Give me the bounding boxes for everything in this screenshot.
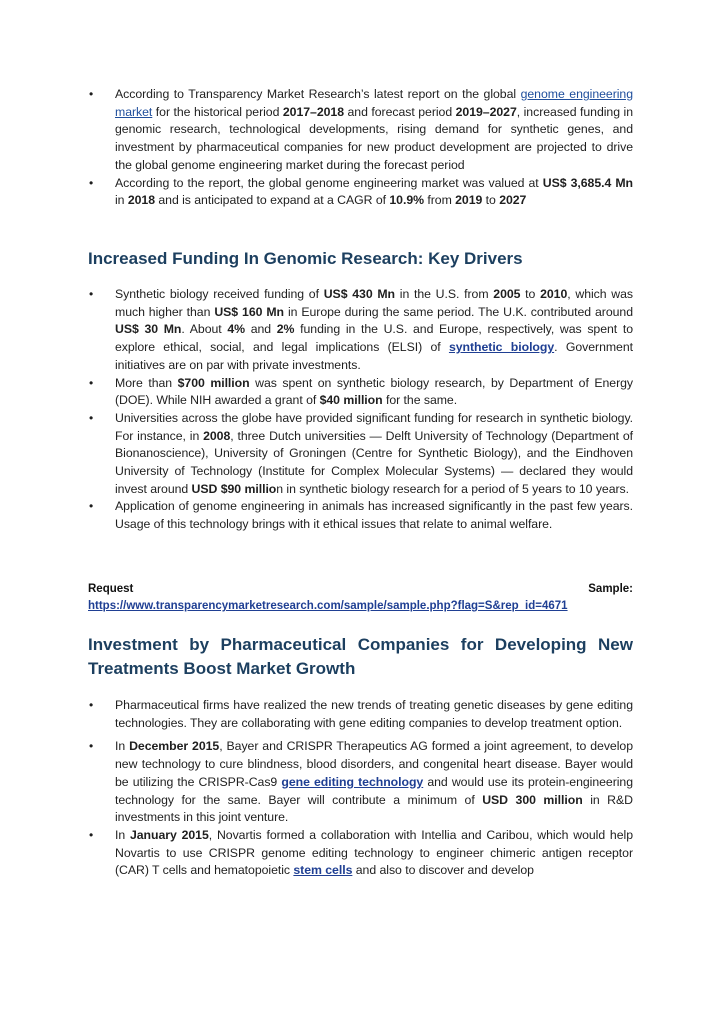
list-item: • Application of genome engineering in animals has increased significantly in the past few years. Usage of this technology brings with it ethical issues that relate to animal welfare. — [89, 499, 633, 532]
list-item: • Synthetic biology received funding of US$ 430 Mn in the U.S. from 2005 to 2010, which was much higher than US$ 160 Mn in Europe during the same period. The U.K. contributed around US$ 30 Mn. About 4% and 2% funding in the U.S. and Europe, respectively, was spent to explore ethical, social, and legal implications (ELSI) of synthetic biology. Government initiatives are on par with private investments. — [89, 287, 634, 372]
request-label: Request — [88, 583, 134, 595]
list-item: • According to the report, the global genome engineering market was valued at US$ 3,685.4 Mn in 2018 and is anticipated to expand at a CAGR of 10.9% from 2019 to 2027 — [89, 175, 633, 208]
list-item: • Universities across the globe have provided significant funding for research in synthetic biology. For instance, in 2008, three Dutch universities — Delft University of Technology (Department of Bionanoscience), University of Groningen (Centre for Synthetic Biology), and the Eindhoven University of Technology (Institute for Complex Molecular Systems) — declared they would invest around USD $90 million in synthetic biology research for a period of 5 years to 10 years. — [89, 410, 633, 496]
bullet-icon: • — [89, 87, 94, 101]
list-item: • In December 2015, Bayer and CRISPR Therapeutics AG formed a joint agreement, to develop new technology to cure blindness, blood disorders, and congenital heart disease. Bayer would be utilizing the CRISPR-Cas9 gene editing technology and would use its protein-engineering technology for the same. Bayer will contribute a minimum of USD 300 million in R&D investments in this joint venture. — [89, 739, 633, 825]
bullet-icon: • — [89, 827, 94, 842]
key-drivers-bullet-list — [0, 286, 720, 534]
list-item: • According to Transparency Market Research’s latest report on the global genome engineering market for the historical period 2017–2018 and forecast period 2019–2027, increased funding in genomic research, technological developments, rising demand for synthetic genes, and investment by pharmaceutical companies for new product development are projected to drive the global genome engineering market during the forecast period — [89, 87, 633, 172]
bullet-icon: • — [89, 175, 94, 190]
bullet-icon: • — [89, 739, 94, 754]
bullet-icon: • — [89, 499, 94, 514]
bullet-icon: • — [89, 287, 94, 301]
bullet-icon: • — [89, 375, 94, 390]
request-sample-row — [88, 583, 633, 595]
intro-bullet-list — [0, 86, 720, 210]
list-item: • In January 2015, Novartis formed a collaboration with Intellia and Caribou, which would help Novartis to use CRISPR genome editing technology to engineer chimeric antigen receptor (CAR) T cells and hematopoietic stem cells and also to discover and develop — [89, 827, 633, 878]
bullet-icon: • — [89, 410, 94, 425]
bullet-icon: • — [89, 698, 94, 712]
section-heading-pharma-investment: Investment by Pharmaceutical Companies for Developing New Treatments Boost Market Growth — [88, 635, 633, 678]
stem-cells-link[interactable]: stem cells — [293, 863, 353, 878]
section-heading-key-drivers: Increased Funding In Genomic Research: Key Drivers — [88, 249, 523, 268]
request-sample-link[interactable]: https://www.transparencymarketresearch.com/sample/sample.php?flag=S&rep_id=4671 — [88, 600, 568, 612]
pharma-bullet-list — [0, 697, 720, 880]
gene-editing-technology-link[interactable]: gene editing technology — [281, 774, 424, 789]
genome-engineering-market-link[interactable]: genome engineering market — [115, 87, 633, 119]
synthetic-biology-link[interactable]: synthetic biology — [448, 340, 555, 355]
list-item: • Pharmaceutical firms have realized the new trends of treating genetic diseases by gene editing technologies. They are collaborating with gene editing companies to develop treatment option. — [89, 698, 633, 730]
list-item: • More than $700 million was spent on synthetic biology research, by Department of Energy (DOE). While NIH awarded a grant of $40 million for the same. — [89, 375, 634, 408]
sample-label: Sample: — [588, 583, 633, 595]
